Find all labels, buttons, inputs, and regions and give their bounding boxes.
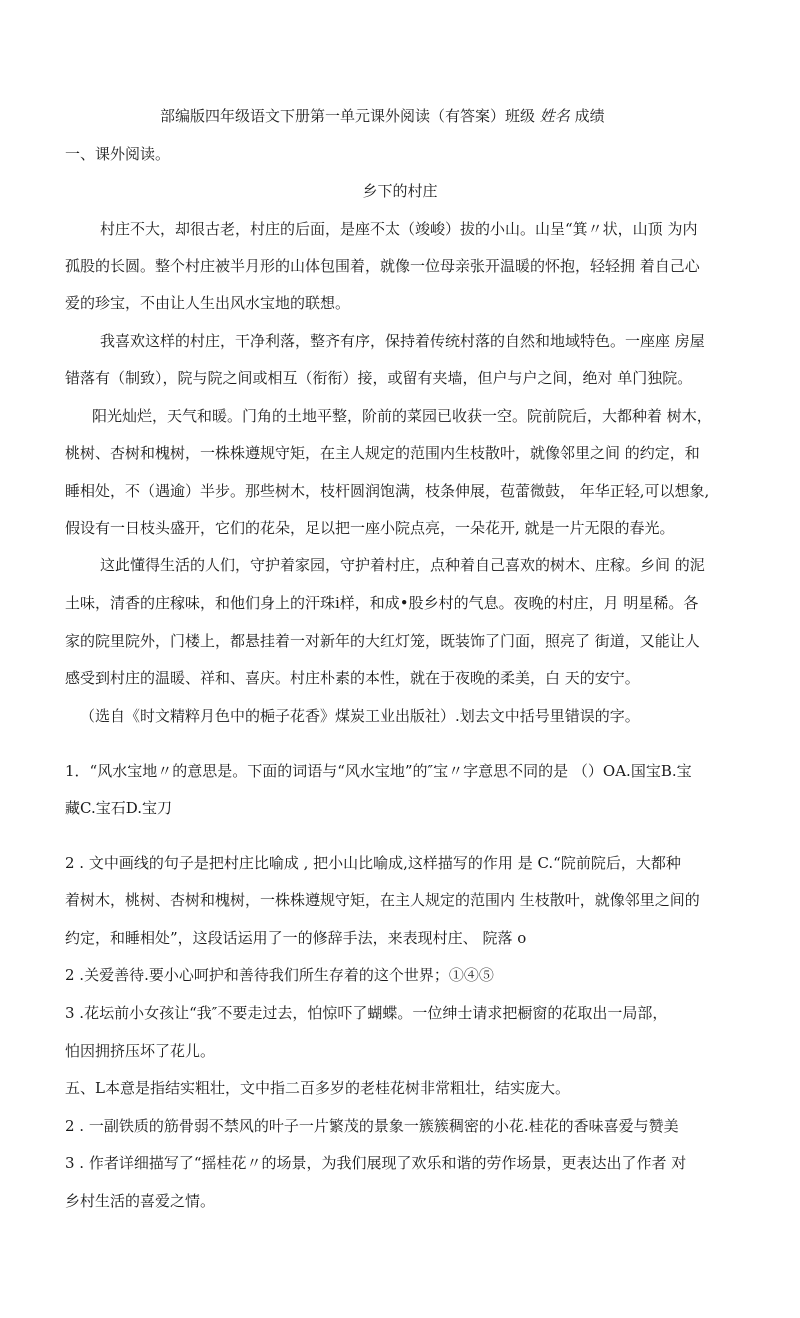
- paragraph-line: 这此懂得生活的人们，守护着家园，守护着村庄，点种着自己喜欢的树木、庄稼。乡间 的泥: [100, 556, 705, 574]
- answer-line: 3 .花坛前小女孩让“我″不要走过去，怕惊吓了蝴蝶。一位绅士请求把橱窗的花取出一局部，: [65, 1004, 668, 1022]
- paragraph-line: 桃树、杏树和槐树，一株株遵规守矩，在主人规定的范围内生枝散叶，就像邻里之间 的约定，和: [65, 444, 700, 462]
- story-title: 乡下的村庄: [362, 182, 438, 200]
- paragraph-line: 村庄不大，却很古老，村庄的后面，是座不太（竣峻）拔的小山。山呈“箕〃状，山顶 为内: [100, 220, 698, 238]
- question-2-line: 着树木，桃树、杏树和槐树，一株株遵规守矩，在主人规定的范围内 生枝散叶，就像邻里之间的: [65, 891, 700, 909]
- paragraph-line: 家的院里院外，门楼上，都悬挂着一对新年的大红灯笼，既装饰了门面，照亮了 街道，又能让人: [65, 632, 700, 650]
- paragraph-line: 阳光灿烂，天气和暖。门角的土地平整，阶前的菜园已收获一空。院前院后，大都种着 树木，: [92, 407, 712, 425]
- paragraph-line: 睡相处，不（遇逾）半步。那些树木，枝杆圆润饱满，枝条伸展，苞蕾微鼓， 年华正轻,可以想象,: [65, 482, 710, 500]
- question-2-line: 2 . 文中画线的句子是把村庄比喻成 , 把小山比喻成,这样描写的作用 是 C.“院前院后，大都种: [65, 854, 681, 872]
- answer-line: 怕因拥挤压坏了花儿。: [65, 1042, 216, 1060]
- question-2-line: 约定，和睡相处”，这段话运用了一的修辞手法，来表现村庄、 院落 o: [65, 929, 527, 947]
- paragraph-line: 我喜欢这样的村庄，干净利落，整齐有序，保持着传统村落的自然和地域特色。一座座 房屋: [100, 332, 705, 350]
- document-title: [160, 106, 605, 126]
- title-score-label: 成绩: [574, 107, 605, 125]
- paragraph-line: 土味，清香的庄稼味，和他们身上的汗珠i样，和成•股乡村的气息。夜晚的村庄，月 明星稀。各: [65, 594, 699, 612]
- title-name-label: 姓名: [539, 107, 570, 125]
- paragraph-line: 感受到村庄的温暖、祥和、喜庆。村庄朴素的本性，就在于夜晚的柔美，白 天的安宁。: [65, 669, 640, 687]
- answer-line: 2 .关爱善待.要小心呵护和善待我们所生存着的这个世界；①④⑤: [65, 966, 494, 984]
- answer-line: 五、L本意是指结实粗壮，文中指二百多岁的老桂花树非常粗壮，结实庞大。: [65, 1079, 570, 1097]
- paragraph-line: 假设有一日枝头盛开，它们的花朵，足以把一座小院点亮，一朵花开, 就是一片无限的春光。: [65, 519, 675, 537]
- source-note: （选自《时文精粹月色中的梔子花香》煤炭工业出版社）.划去文中括号里错误的字。: [80, 707, 640, 725]
- paragraph-line: 孤股的长圆。整个村庄被半月形的山体包围着，就像一位母亲张开温暖的怀抱，轻轻拥 着自己心: [65, 257, 700, 275]
- paragraph-line: 爱的珍宝，不由让人生出风水宝地的联想。: [65, 294, 351, 312]
- answer-line: 3 . 作者详细描写了“摇桂花〃的场景，为我们展现了欢乐和谐的劳作场景，更表达出了作者 对: [65, 1154, 687, 1172]
- question-1-line: 1．“风水宝地〃的意思是。下面的词语与“风水宝地”的″宝〃字意思不同的是 （）OA.国宝B.宝: [65, 762, 692, 780]
- section-heading: 一、课外阅读。: [65, 145, 171, 163]
- title-main: 部编版四年级语文下册第一单元课外阅读（有答案）班级: [160, 107, 536, 125]
- paragraph-line: 错落有（制致），院与院之间或相互（衔衔）接，或留有夹墙，但户与户之间，绝对 单门独院。: [65, 369, 693, 387]
- answer-line: 乡村生活的喜爱之情。: [65, 1192, 216, 1210]
- answer-line: 2 . 一副铁质的筋骨弱不禁风的叶子一片繁茂的景象一簇簇稠密的小花.桂花的香味喜爱与赞美: [65, 1117, 679, 1135]
- question-1-line: 藏C.宝石D.宝刀: [65, 799, 172, 817]
